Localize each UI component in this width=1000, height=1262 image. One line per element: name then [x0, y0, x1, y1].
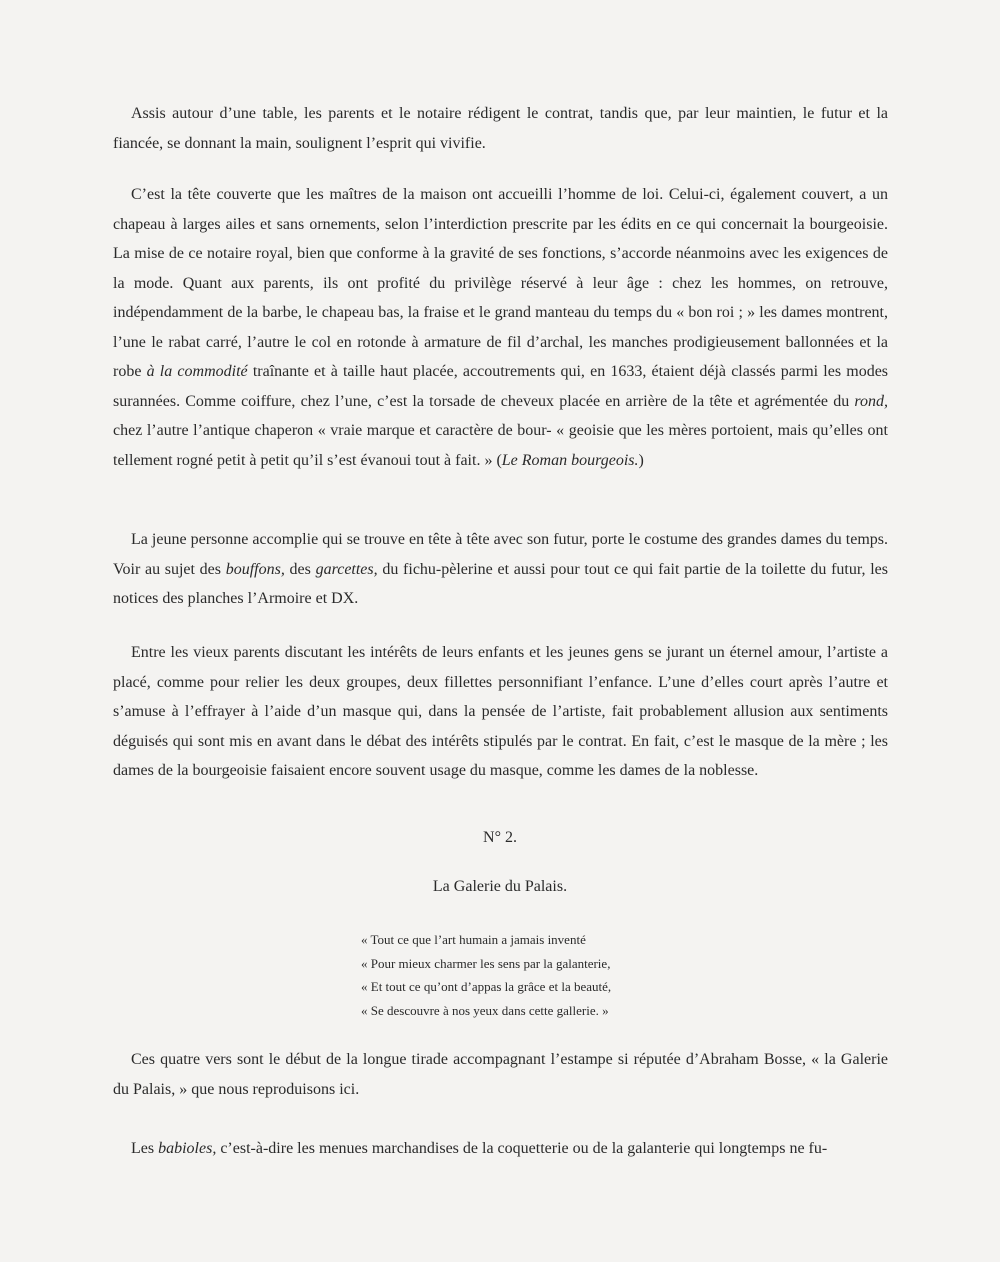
- verse-line: « Se descouvre à nos yeux dans cette gallerie. »: [361, 1002, 609, 1018]
- verse-block: [361, 928, 661, 1022]
- paragraph-6: [113, 1134, 888, 1164]
- paragraph-1: [113, 99, 888, 158]
- text-run: Les: [131, 1140, 155, 1157]
- italic-citation: Le Roman bourgeois.: [501, 451, 639, 469]
- paragraph-text: Entre les vieux parents discutant les intérêts de leurs enfants et les jeunes gens se jurant un éternel amour, l’artiste a placé, comme pour relier les deux groupes, deux fillettes personnifiant l’enfance. L’une d’elles court après l’autre et s’amuse à l’effrayer à l’aide d’un masque qui, dans la pensée de l’artiste, fait probablement allusion aux sentiments déguisés qui sont mis en avant dans le débat des intérêts stipulés par le contrat. En fait, c’est le masque de la mère ; les dames de la bourgeoisie faisaient encore souvent usage du masque, comme les dames de la noblesse.: [113, 644, 888, 779]
- paragraph-text: [113, 1134, 888, 1164]
- verse-line: « Pour mieux charmer les sens par la galanterie,: [361, 955, 611, 971]
- text-run: C’est la tête couverte que les maîtres de la maison ont accueilli l’homme de loi. Celui-ci, également couvert, a un chapeau à larges ailes et sans ornements, selon l’interdiction prescrite par les édits en ce qui concernait la bourgeoisie. La mise de ce notaire royal, bien que conforme à la gravité de ses fonctions, s’accorde néanmoins avec les exigences de la mode. Quant aux parents, ils ont profité du privilège réservé à leur âge : chez les hommes, on retrouve, indépendamment de la barbe, le chapeau bas, la fraise et le grand manteau du temps du « bon roi ; » les dames montrent, l’une le rabat carré, l’autre le col en rotonde à armature de fil d’archal, les manches prodigieusement ballonnées et la robe: [113, 186, 888, 380]
- paragraph-text: [113, 525, 888, 614]
- italic-term: garcettes,: [315, 560, 378, 578]
- text-run: chez l’autre l’antique chaperon « vraie marque et caractère de bour- « geoisie que les mères portoient, mais qu’elles ont tellement rogné petit à petit qu’il s’est évanoui tout à fait. » (: [113, 422, 888, 469]
- text-run: des: [289, 560, 311, 578]
- section-title: La Galerie du Palais.: [432, 878, 568, 895]
- verse-line: « Et tout ce qu’ont d’appas la grâce et la beauté,: [361, 979, 612, 994]
- paragraph-2: [113, 180, 888, 475]
- italic-term: bouffons,: [225, 560, 285, 578]
- italic-term: rond,: [854, 392, 889, 410]
- text-run: traînante et à taille haut placée, accoutrements qui, en 1633, étaient déjà classés parmi les modes surannées. Comme coiffure, chez l’une, c’est la torsade de cheveux placée en arrière de la tête et agrémentée du: [113, 363, 889, 410]
- italic-term: babioles,: [158, 1140, 217, 1157]
- text-run: La jeune personne accomplie qui se trouve en tête à tête avec son futur, porte le costume des grandes dames du temps. Voir au sujet des: [113, 531, 888, 578]
- text-run: c’est-à-dire les menues marchandises de la coquetterie ou de la galanterie qui longtemps ne fu-: [220, 1140, 828, 1157]
- section-number: N° 2.: [483, 829, 517, 846]
- text-run: du fichu-pèlerine et aussi pour tout ce qui fait partie de la toilette du futur, les notices des planches l’Armoire et DX.: [113, 560, 889, 607]
- italic-term: à la commodité: [146, 363, 248, 380]
- paragraph-text: Ces quatre vers sont le début de la longue tirade accompagnant l’estampe si réputée d’Abraham Bosse, « la Galerie du Palais, » que nous reproduisons ici.: [113, 1051, 888, 1098]
- paragraph-4: [113, 638, 888, 786]
- paragraph-text: Assis autour d’une table, les parents et le notaire rédigent le contrat, tandis que, par leur maintien, le futur et la fiancée, se donnant la main, soulignent l’esprit qui vivifie.: [113, 105, 888, 152]
- text-run: ): [638, 451, 644, 469]
- paragraph-text: [113, 180, 888, 475]
- verse-line: « Tout ce que l’art humain a jamais inventé: [361, 932, 586, 947]
- paragraph-3: [113, 525, 888, 614]
- paragraph-5: [113, 1045, 888, 1104]
